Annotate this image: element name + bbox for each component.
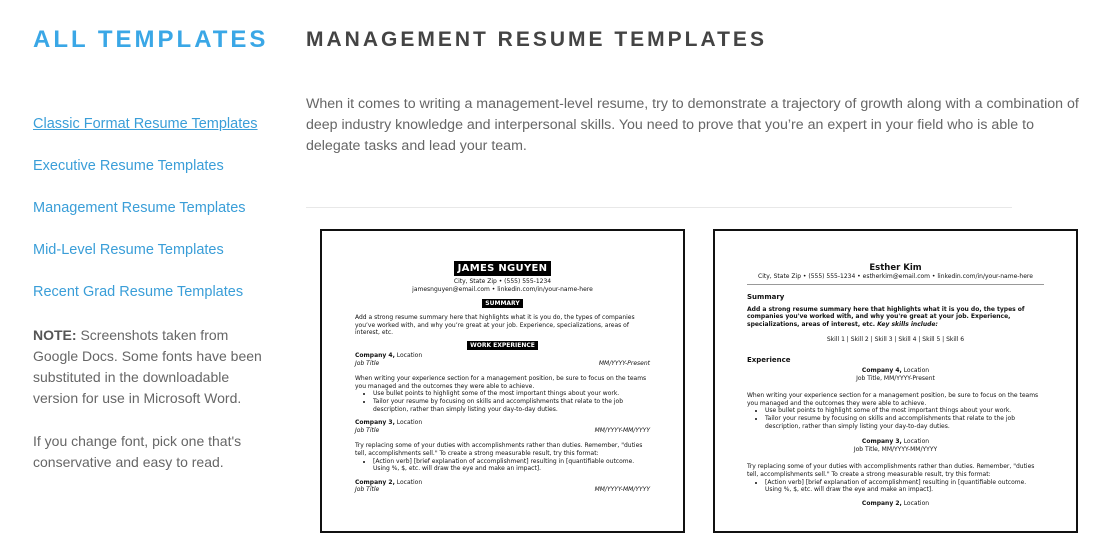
sidebar [33, 24, 283, 495]
job-company: Company 4, [861, 366, 902, 374]
sidebar-note [33, 325, 273, 473]
job-company: Company 4, [355, 351, 395, 359]
job-company: Company 3, [355, 419, 395, 427]
summary-heading: Summary [747, 292, 785, 301]
job-location: Location [901, 366, 930, 374]
resume-contact-line-2: jamesnguyen@email.com • linkedin.com/in/your-name-here [412, 285, 593, 293]
job-description: When writing your experience section for a management position, be sure to focus on the teams you managed and the outcomes they were able to achieve. [355, 375, 647, 390]
resume-contact-line-1: City, State Zip • (555) 555-1234 [453, 278, 552, 285]
job-bullets [747, 479, 1044, 494]
nav-link-executive[interactable]: Executive Resume Templates [33, 158, 224, 174]
job-location: Location [394, 419, 423, 427]
work-heading: WORK EXPERIENCE [467, 341, 538, 350]
summary-heading: SUMMARY [482, 299, 522, 308]
job-bullets [747, 407, 1044, 430]
nav-link-classic[interactable]: Classic Format Resume Templates [33, 116, 258, 132]
note-label: NOTE: [33, 327, 77, 343]
job-location: Location [901, 438, 930, 446]
experience-heading: Experience [747, 355, 791, 364]
nav-link-recent-grad[interactable]: Recent Grad Resume Templates [33, 284, 244, 300]
font-tip: If you change font, pick one that's conservative and easy to read. [33, 433, 242, 470]
skills-line: Skill 1 | Skill 2 | Skill 3 | Skill 4 | Skill 5 | Skill 6 [826, 336, 965, 344]
intro-paragraph: When it comes to writing a management-level resume, try to demonstrate a trajectory of growth along with a combination of deep industry knowledge and interpersonal skills. You need to prove that you’re an expert in your field who is able to delegate tasks and lead your team. [306, 96, 1079, 154]
job-location: Location [901, 499, 930, 507]
job-dates: MM/YYYY-MM/YYYY [594, 426, 650, 434]
nav-link-management[interactable]: Management Resume Templates [33, 200, 246, 216]
page-title: MANAGEMENT RESUME TEMPLATES [306, 28, 767, 51]
job-description: Try replacing some of your duties with accomplishments rather than duties. Remember, "duties tell, accomplishments sell." To create a strong measurable result, try this format: [747, 463, 1035, 478]
template-nav [33, 115, 283, 301]
resume-name: Esther Kim [869, 263, 922, 273]
summary-text: Add a strong resume summary here that highlights what it is you do, the types of companies you've worked with, and why you're great at your job. Experience, specializations, areas of interest, etc. Key skills include: [747, 305, 1025, 328]
job-dates: MM/YYYY-Present [598, 359, 650, 367]
job-title: Job Title [355, 486, 380, 494]
job-bullet: • Tailor your resume by focusing on skills and accomplishments that relate to the job description, rather than simply listing your day-to-day duties. [373, 398, 650, 413]
job-title-dates: Job Title, MM/YYYY-MM/YYYY [853, 445, 938, 453]
resume-template-preview-1[interactable] [320, 229, 685, 533]
resume-name: JAMES NGUYEN [454, 261, 552, 276]
job-title: Job Title [355, 426, 380, 434]
job-location: Location [394, 478, 423, 486]
job-description: When writing your experience section for a management position, be sure to focus on the teams you managed and the outcomes they were able to achieve. [747, 392, 1039, 407]
nav-link-mid-level[interactable]: Mid-Level Resume Templates [33, 242, 224, 258]
divider [306, 207, 1012, 208]
job-company: Company 2, [861, 499, 902, 507]
resume-template-preview-2[interactable] [713, 229, 1078, 533]
key-skills-label: Key skills include: [877, 320, 938, 328]
summary-text: Add a strong resume summary here that highlights what it is you do, the types of companies you’ve worked with, and why you’re great at your job. Experience, specializations, areas of interest, etc. [355, 314, 635, 337]
job-company: Company 2, [355, 478, 395, 486]
job-dates: MM/YYYY-MM/YYYY [594, 486, 650, 494]
job-bullet: • [Action verb] [brief explanation of accomplishment] resulting in [quantifiable outcome. Using %, $, etc. will draw the eye and make an impact]. [765, 479, 1044, 494]
job-bullet: • Use bullet points to highlight some of the most important things about your work. [373, 390, 650, 398]
main-content [306, 24, 1086, 157]
header-rule [747, 284, 1044, 285]
job-location: Location [394, 351, 423, 359]
job-title: Job Title [355, 359, 380, 367]
job-bullet: • Tailor your resume by focusing on skills and accomplishments that relate to the job description, rather than simply listing your day-to-day duties. [765, 415, 1044, 430]
note-text: Screenshots taken from Google Docs. Some fonts have been substituted in the downloadable version for use in Microsoft Word. [33, 327, 262, 406]
job-company: Company 3, [861, 438, 902, 446]
job-bullets [355, 390, 650, 413]
job-title-dates: Job Title, MM/YYYY-Present [856, 374, 935, 382]
sidebar-title: ALL TEMPLATES [33, 26, 269, 53]
job-bullet: • [Action verb] [brief explanation of accomplishment] resulting in [quantifiable outcome. Using %, $, etc. will draw the eye and make an impact]. [373, 458, 650, 473]
job-bullet: • Use bullet points to highlight some of the most important things about your work. [765, 407, 1044, 415]
job-description: Try replacing some of your duties with accomplishments rather than duties. Remember, "duties tell, accomplishments sell." To create a strong measurable result, try this format: [355, 442, 643, 457]
resume-contact-line: City, State Zip • (555) 555-1234 • estherkim@email.com • linkedin.com/in/your-name-here [758, 273, 1033, 280]
job-bullets [355, 458, 650, 473]
